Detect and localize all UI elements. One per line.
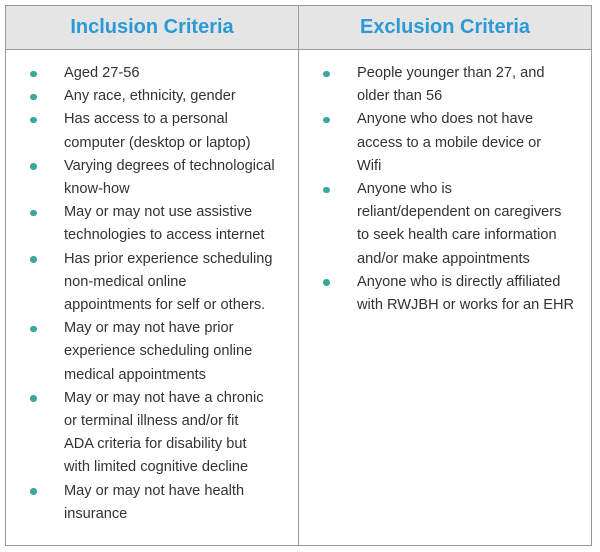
list-item (321, 108, 581, 178)
list-item-text: May or may not have prior (64, 320, 234, 337)
list-item (321, 178, 581, 271)
bullet-icon (323, 71, 330, 78)
list-item (28, 85, 288, 108)
list-item (28, 201, 288, 247)
list-item-text: insurance (64, 505, 128, 522)
list-item-text: to seek health care information (357, 227, 557, 244)
list-item (321, 271, 581, 317)
list-item-text: Anyone who is directly affiliated (357, 273, 561, 290)
inclusion-header: Inclusion Criteria (6, 6, 298, 50)
list-item (28, 108, 288, 154)
exclusion-header: Exclusion Criteria (299, 6, 591, 50)
list-item-text: Has access to a personal (64, 111, 228, 128)
bullet-icon (30, 94, 37, 101)
list-item-text: experience scheduling online (64, 343, 253, 360)
list-item-text: Varying degrees of technological (64, 157, 275, 174)
bullet-icon (30, 71, 37, 78)
list-item-text: Anyone who does not have (357, 111, 534, 128)
criteria-table (5, 5, 592, 546)
bullet-icon (30, 117, 37, 124)
list-item-text: medical appointments (64, 366, 206, 383)
list-item-text: appointments for self or others. (64, 297, 266, 314)
list-item (28, 155, 288, 201)
list-item-text: May or may not have health (64, 482, 245, 499)
bullet-icon (30, 488, 37, 495)
list-item-text: Aged 27-56 (64, 65, 140, 81)
list-item-text: Anyone who is (357, 181, 452, 198)
list-item-text: ADA criteria for disability but (64, 436, 247, 453)
bullet-icon (323, 117, 330, 124)
list-item (28, 317, 288, 387)
list-item-text: Wifi (357, 157, 382, 174)
bullet-icon (30, 326, 37, 333)
bullet-icon (30, 163, 37, 170)
list-item (28, 248, 288, 318)
bullet-icon (323, 279, 330, 286)
list-item (28, 480, 288, 526)
list-item (28, 387, 288, 480)
list-item-text: non-medical online (64, 273, 187, 290)
list-item-text: and/or make appointments (357, 250, 530, 267)
list-item-text: technologies to access internet (64, 227, 265, 244)
exclusion-list (299, 50, 591, 317)
bullet-icon (30, 395, 37, 402)
list-item-text: Has prior experience scheduling (64, 250, 273, 267)
list-item-text: with limited cognitive decline (64, 459, 249, 476)
list-item (28, 62, 288, 85)
bullet-icon (30, 210, 37, 217)
list-item-text: or terminal illness and/or fit (64, 413, 239, 430)
list-item-text: access to a mobile device or (357, 134, 542, 151)
list-item-text: with RWJBH or works for an EHR (357, 297, 575, 314)
list-item (321, 62, 581, 108)
list-item-text: Any race, ethnicity, gender (64, 88, 236, 105)
list-item-text: know-how (64, 181, 130, 198)
bullet-icon (323, 187, 330, 194)
list-item-text: reliant/dependent on caregivers (357, 204, 562, 221)
list-item-text: People younger than 27, and (357, 65, 545, 81)
inclusion-column (6, 6, 299, 545)
list-item-text: computer (desktop or laptop) (64, 134, 251, 151)
list-item-text: May or may not use assistive (64, 204, 253, 221)
list-item-text: May or may not have a chronic (64, 389, 264, 406)
exclusion-column (299, 6, 591, 545)
bullet-icon (30, 256, 37, 263)
list-item-text: older than 56 (357, 88, 443, 105)
inclusion-list (6, 50, 298, 526)
